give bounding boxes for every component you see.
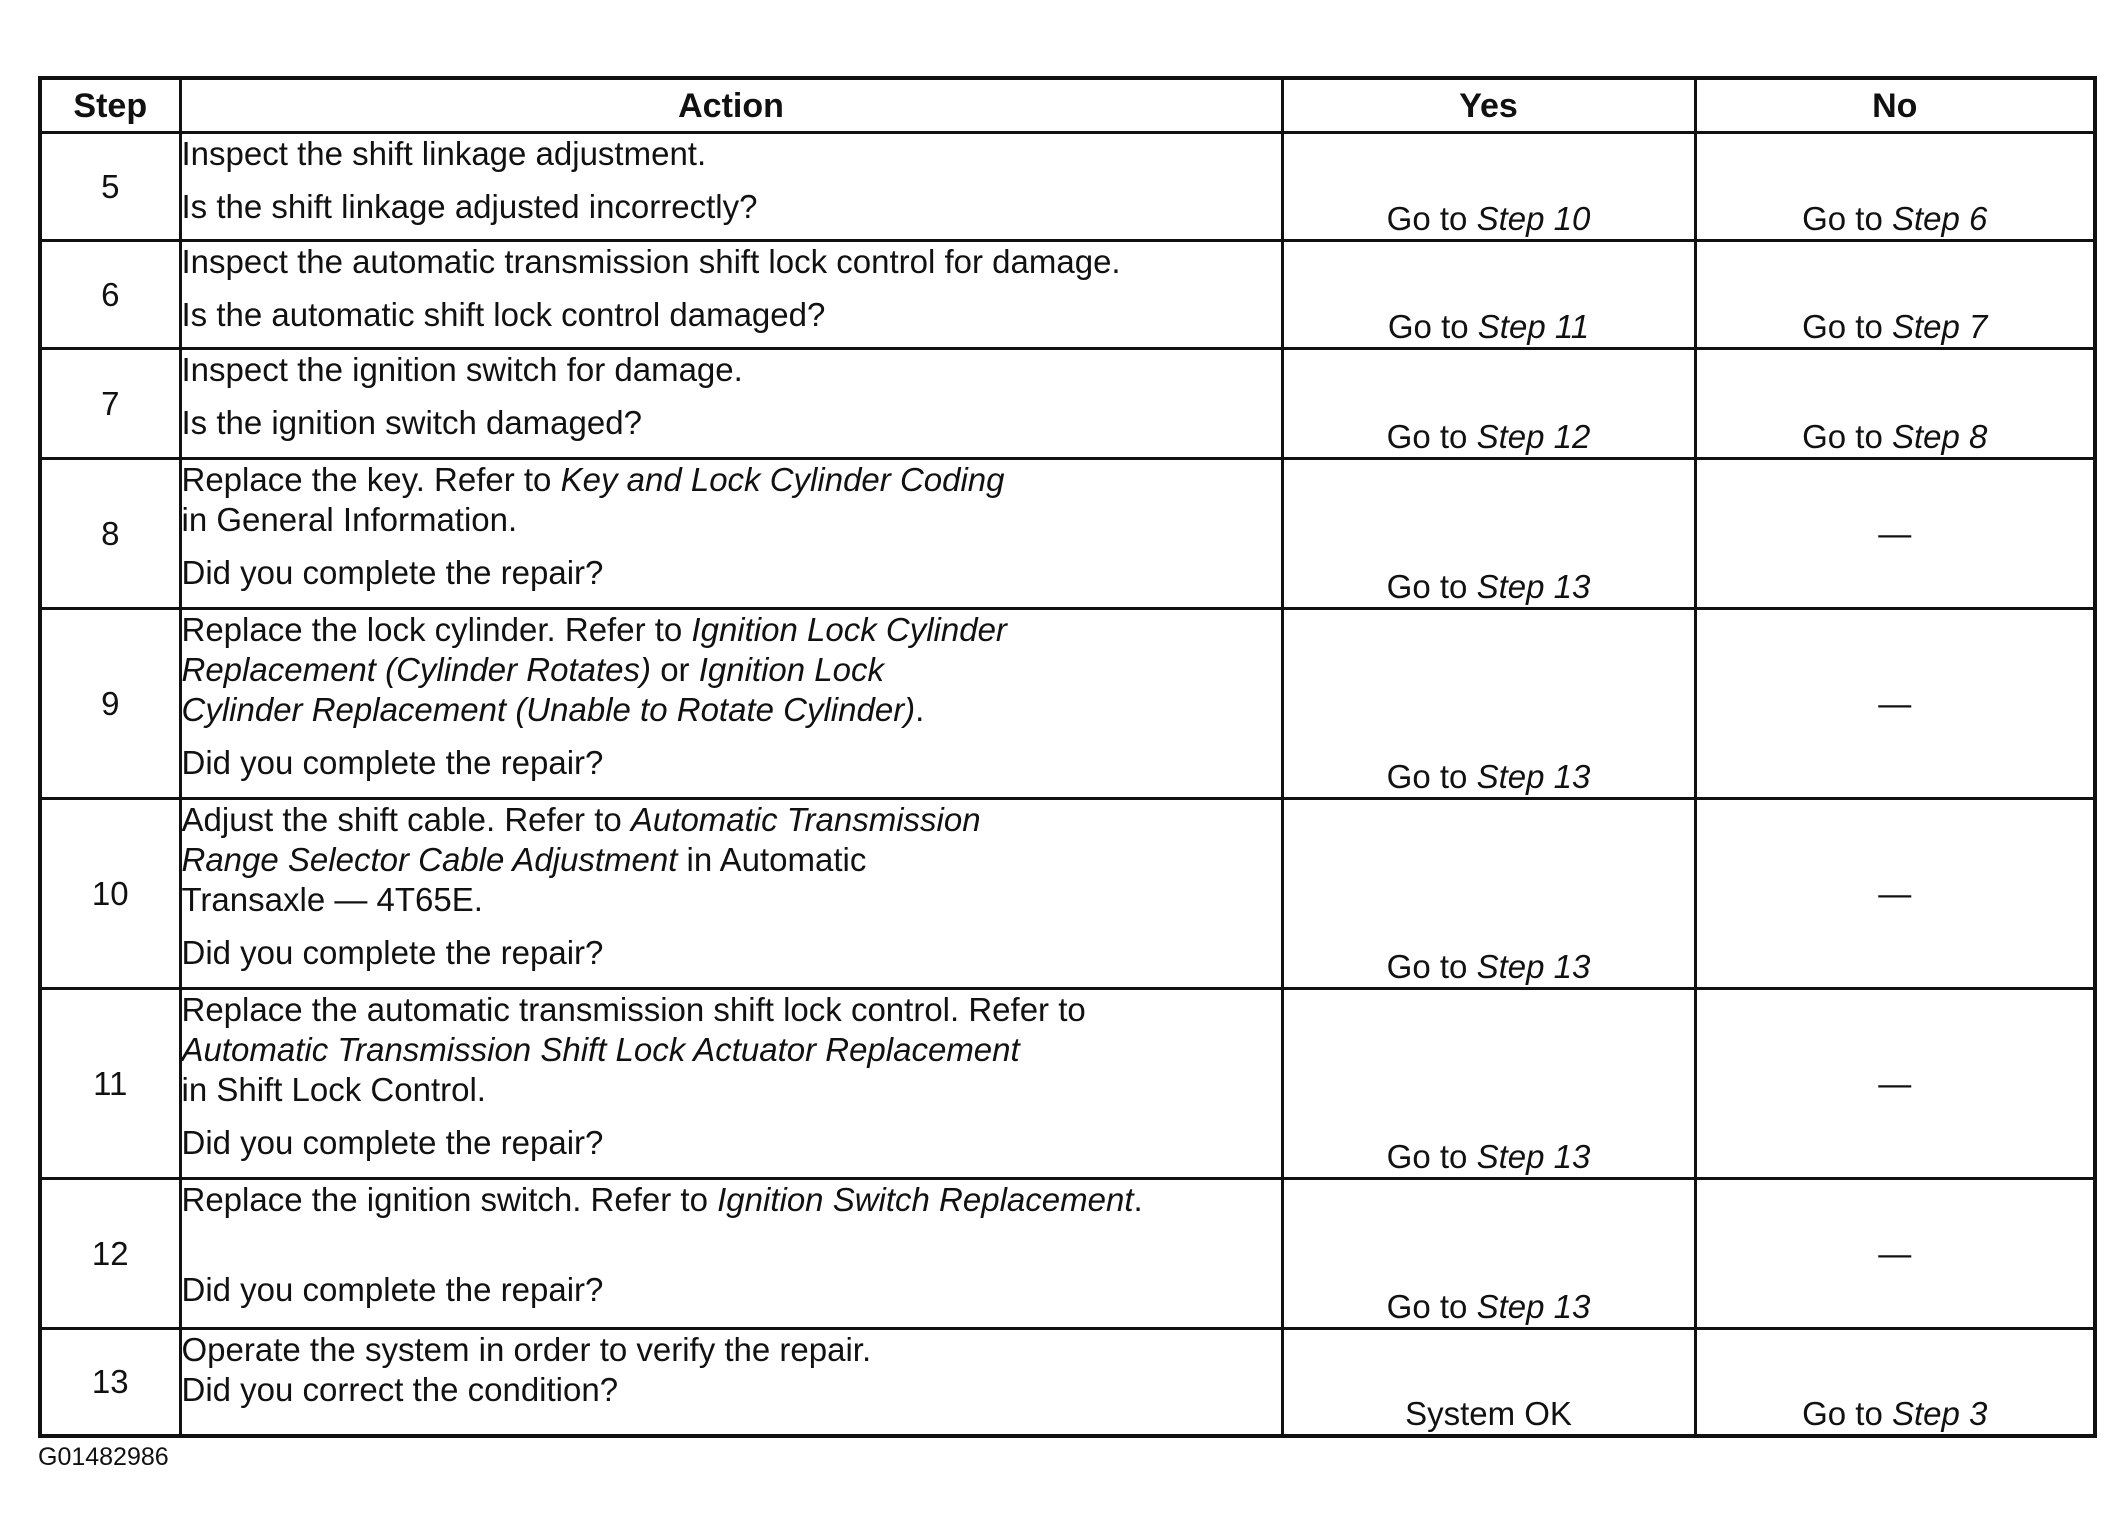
table-row (40, 799, 2095, 989)
yes-result (1282, 349, 1695, 459)
step-target: Step 12 (1476, 418, 1591, 455)
action-text: Replace the automatic transmission shift lock control. Refer to (181, 991, 1086, 1028)
step-number: 10 (40, 799, 180, 989)
action-text: Transaxle — 4T65E. (181, 881, 483, 918)
procedure-reference: Automatic Transmission Shift Lock Actuator Replacement (181, 1031, 1020, 1068)
action-text: in General Information. (181, 501, 518, 538)
action-text: . (1133, 1181, 1143, 1218)
yes-result (1282, 459, 1695, 609)
no-result-text: — (1878, 514, 1912, 552)
procedure-reference: Ignition Lock (698, 651, 885, 688)
procedure-reference: Key and Lock Cylinder Coding (560, 461, 1005, 498)
action-line (182, 134, 1281, 174)
no-result (1695, 609, 2095, 799)
no-result (1695, 133, 2095, 241)
no-result (1695, 459, 2095, 609)
action-text: or (651, 651, 699, 688)
procedure-reference: Ignition Switch Replacement (717, 1181, 1134, 1218)
procedure-reference: Cylinder Replacement (Unable to Rotate Cylinder) (181, 691, 916, 728)
header-yes: Yes (1282, 78, 1695, 133)
action-text: in Shift Lock Control. (181, 1071, 486, 1108)
table-row (40, 609, 2095, 799)
action-line (182, 1180, 1281, 1220)
action-line (182, 460, 1281, 500)
step-number: 8 (40, 459, 180, 609)
action-line (182, 1070, 1281, 1110)
go-to-text: Go to (1386, 1288, 1477, 1325)
step-number: 6 (40, 241, 180, 349)
action-line (182, 880, 1281, 920)
table-header-row (40, 78, 2095, 133)
action-line (182, 610, 1281, 650)
step-target: Step 13 (1476, 758, 1591, 795)
step-number: 12 (40, 1179, 180, 1329)
go-to-text: Go to (1387, 308, 1478, 345)
step-number: 13 (40, 1329, 180, 1436)
step-number: 5 (40, 133, 180, 241)
procedure-reference: Range Selector Cable Adjustment (181, 841, 678, 878)
table-row (40, 1179, 2095, 1329)
action-question: Did you complete the repair? (181, 934, 604, 971)
header-no: No (1695, 78, 2095, 133)
no-result-text: — (1878, 874, 1912, 912)
go-to-text: Go to (1802, 200, 1892, 237)
step-target: Step 6 (1891, 200, 1988, 237)
no-result-text: — (1878, 1064, 1912, 1102)
step-target: Step 7 (1891, 308, 1988, 345)
action-cell (180, 1179, 1282, 1329)
yes-result (1282, 1329, 1695, 1436)
go-to-text: Go to (1386, 418, 1477, 455)
no-result-text: — (1878, 684, 1912, 722)
action-text: Replace the key. Refer to (181, 461, 561, 498)
action-line (182, 690, 1281, 730)
step-target: Step 13 (1476, 568, 1591, 605)
table-row (40, 1329, 2095, 1436)
procedure-reference: Ignition Lock Cylinder (691, 611, 1007, 648)
header-step: Step (40, 78, 180, 133)
action-cell (180, 459, 1282, 609)
action-text: in Automatic (677, 841, 867, 878)
action-cell (180, 989, 1282, 1179)
step-target: Step 11 (1477, 308, 1590, 345)
action-question: Did you complete the repair? (181, 1124, 604, 1161)
action-question: Did you complete the repair? (181, 1271, 604, 1308)
action-cell (180, 799, 1282, 989)
go-to-text: Go to (1386, 568, 1477, 605)
no-result-text: — (1878, 1234, 1912, 1272)
go-to-text: Go to (1802, 418, 1892, 455)
action-question: Is the shift linkage adjusted incorrectly? (181, 188, 758, 225)
step-target: Step 10 (1476, 200, 1591, 237)
action-text: . (915, 691, 925, 728)
go-to-text: Go to (1802, 308, 1892, 345)
step-target: Step 13 (1476, 1288, 1591, 1325)
no-result (1695, 241, 2095, 349)
step-target: Step 3 (1891, 1394, 1988, 1432)
action-cell (180, 1329, 1282, 1436)
header-action: Action (180, 78, 1282, 133)
action-text: Operate the system in order to verify the repair. (181, 1331, 872, 1368)
diagnostic-table (38, 76, 2097, 1438)
action-cell (180, 609, 1282, 799)
table-row (40, 349, 2095, 459)
go-to-text: Go to (1386, 1138, 1477, 1175)
step-number: 9 (40, 609, 180, 799)
action-cell (180, 241, 1282, 349)
go-to-text: Go to (1386, 200, 1477, 237)
action-question: Did you complete the repair? (181, 744, 604, 781)
action-line (182, 990, 1281, 1030)
no-result (1695, 1329, 2095, 1436)
procedure-reference: Automatic Transmission (630, 801, 981, 838)
table-row (40, 241, 2095, 349)
step-target: Step 8 (1891, 418, 1988, 455)
yes-result (1282, 989, 1695, 1179)
action-text: Replace the lock cylinder. Refer to (181, 611, 692, 648)
no-result (1695, 799, 2095, 989)
yes-result (1282, 241, 1695, 349)
action-question: Did you correct the condition? (181, 1371, 619, 1408)
yes-result-text: System OK (1405, 1394, 1572, 1432)
go-to-text: Go to (1802, 1394, 1892, 1432)
action-line (182, 800, 1281, 840)
step-number: 7 (40, 349, 180, 459)
go-to-text: Go to (1386, 948, 1477, 985)
step-target: Step 13 (1476, 1138, 1591, 1175)
figure-id: G01482986 (38, 1443, 169, 1471)
action-question: Is the ignition switch damaged? (181, 404, 642, 441)
action-text: Inspect the automatic transmission shift lock control for damage. (181, 243, 1121, 280)
action-question: Is the automatic shift lock control damaged? (181, 296, 826, 333)
go-to-text: Go to (1386, 758, 1477, 795)
table-row (40, 989, 2095, 1179)
action-text: Adjust the shift cable. Refer to (181, 801, 631, 838)
action-line (182, 242, 1281, 282)
yes-result (1282, 799, 1695, 989)
table-row (40, 459, 2095, 609)
step-target: Step 13 (1476, 948, 1591, 985)
action-line (182, 650, 1281, 690)
action-text: Inspect the shift linkage adjustment. (181, 135, 707, 172)
no-result (1695, 349, 2095, 459)
action-line (182, 1030, 1281, 1070)
yes-result (1282, 1179, 1695, 1329)
action-line (182, 500, 1281, 540)
table-body (40, 133, 2095, 1436)
action-text: Replace the ignition switch. Refer to (181, 1181, 718, 1218)
action-line (182, 350, 1281, 390)
action-cell (180, 133, 1282, 241)
action-line (182, 840, 1281, 880)
step-number: 11 (40, 989, 180, 1179)
no-result (1695, 989, 2095, 1179)
action-question: Did you complete the repair? (181, 554, 604, 591)
table-row (40, 133, 2095, 241)
procedure-reference: Replacement (Cylinder Rotates) (181, 651, 652, 688)
yes-result (1282, 609, 1695, 799)
action-line (182, 1330, 1281, 1370)
yes-result (1282, 133, 1695, 241)
action-cell (180, 349, 1282, 459)
no-result (1695, 1179, 2095, 1329)
action-text: Inspect the ignition switch for damage. (181, 351, 743, 388)
